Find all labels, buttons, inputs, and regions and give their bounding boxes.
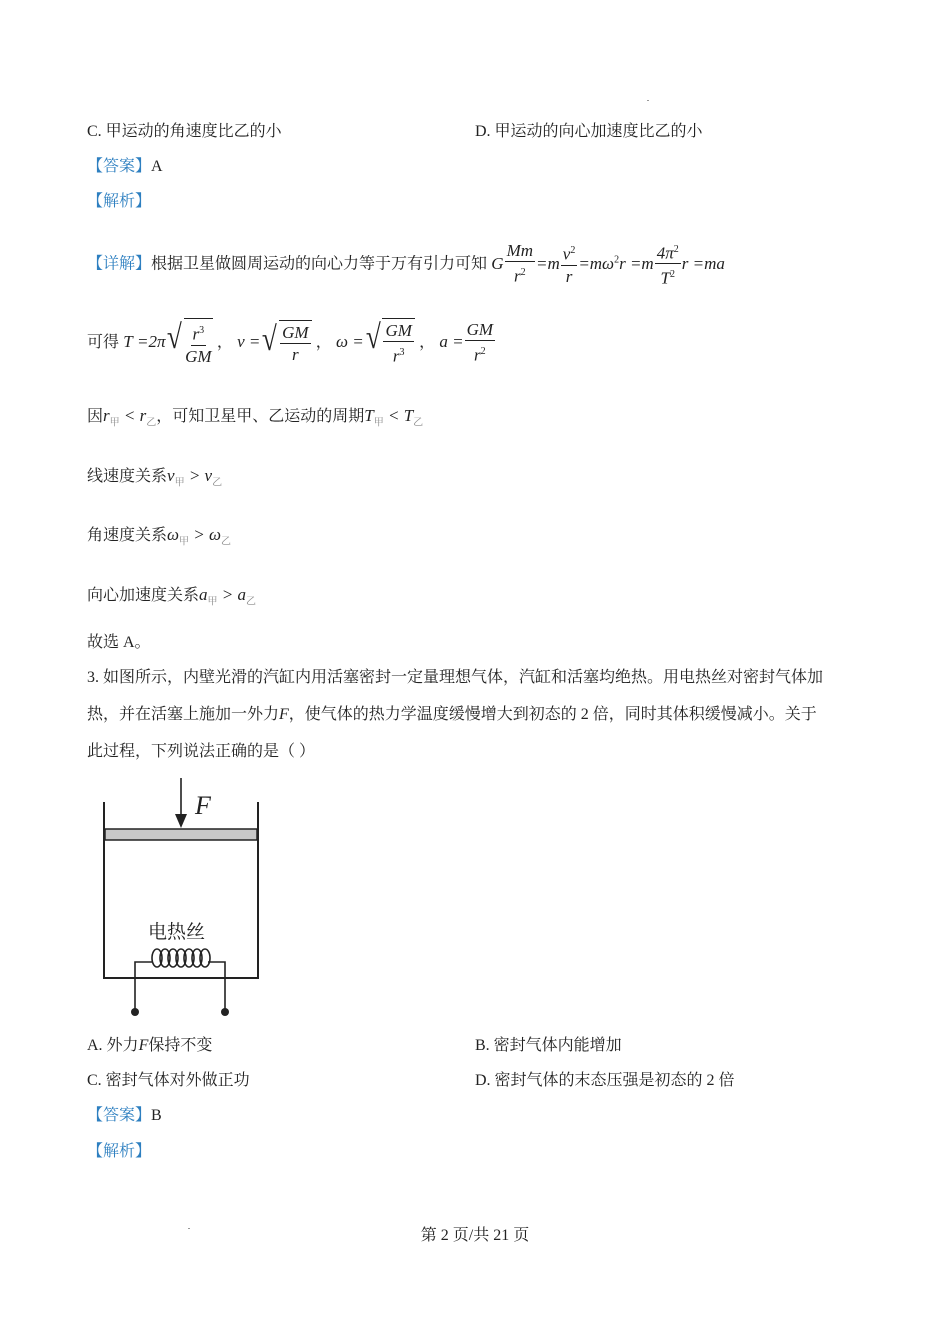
- formula-period: T =2π √ $\frac{r^3}{GM}$: [123, 319, 212, 366]
- terminal-left: [131, 1008, 139, 1016]
- q3-stem-line1: 3. 如图所示，内壁光滑的汽缸内用活塞密封一定量理想气体，汽缸和活塞均绝热。用电热丝对密封气体加: [87, 669, 824, 686]
- q3-option-c: C. 密封气体对外做正功: [87, 1072, 250, 1089]
- formula-gravitation: G $\frac{Mm}{r^2}$ =m $\frac{v^2}{r}$ $=m\omega^2r =m$ $\frac{4\pi^2}{T^2}$ r =ma: [491, 241, 725, 288]
- detail-text: 根据卫星做圆周运动的向心力等于万有引力可知: [151, 255, 488, 273]
- cylinder-figure: [95, 772, 270, 1022]
- heater-label: 电热丝: [148, 921, 206, 943]
- piston: [105, 829, 257, 840]
- q3-option-d: D. 密封气体的末态压强是初态的 2 倍: [475, 1072, 735, 1089]
- q3-option-a: A. 外力F保持不变: [87, 1037, 213, 1054]
- formula-omega: ω = √ $\frac{GM}{r^3}$: [336, 332, 415, 351]
- detail-label: 【详解】: [87, 255, 152, 273]
- q3-stem-line2: 热，并在活塞上施加一外力F，使气体的热力学温度缓慢增大到初态的 2 倍，同时其体积缓慢减小。关于: [87, 706, 817, 723]
- terminal-right: [221, 1008, 229, 1016]
- formula-accel: a = $\frac{GM}{r^2}$: [439, 319, 494, 365]
- q3-stem-line3: 此过程，下列说法正确的是（ ）: [87, 743, 316, 760]
- q3-answer: 【答案】B: [87, 1107, 162, 1124]
- formula-velocity: v = √ $\frac{GM}{r}$: [237, 332, 311, 351]
- q2-accel-relation: 向心加速度关系$a_甲 > a_乙$: [87, 585, 256, 608]
- page-footer: 第 2 页/共 21 页: [420, 1227, 530, 1244]
- q3-analysis-label: 【解析】: [87, 1143, 152, 1160]
- q2-conclusion: 故选 A。: [87, 634, 151, 651]
- scan-dot: [647, 100, 649, 101]
- q2-option-d: D. 甲运动的向心加速度比乙的小: [475, 123, 703, 140]
- heater-wire-left: [135, 962, 153, 1014]
- q2-answer: [87, 157, 163, 177]
- heater-coil: [152, 949, 210, 967]
- q2-detail-line: [87, 236, 725, 290]
- answer-label: 【答案】: [87, 158, 152, 175]
- q2-analysis-label: 【解析】: [87, 193, 152, 210]
- answer-value: A: [151, 158, 163, 175]
- q2-radius-relation: 因$r_甲 < r_乙$，可知卫星甲、乙运动的周期$T_甲 < T_乙$: [87, 406, 424, 429]
- keyi-text: 可得: [87, 334, 120, 351]
- q2-omega-relation: 角速度关系$\omega_甲 > \omega_乙$: [87, 525, 232, 548]
- force-arrow-head: [175, 814, 187, 828]
- q2-velocity-relation: 线速度关系$v_甲 > v_乙$: [87, 466, 223, 489]
- q2-derived-line: 可得 T =2π √ $\frac{r^3}{GM}$ ， v = √ $\frac{GM}{r}$ ， ω = √ $\frac{GM}{r^3}$ ， a = $\frac{GM}{r^2}$: [87, 318, 496, 368]
- heater-wire-right: [208, 962, 225, 1014]
- force-label: F: [195, 791, 211, 820]
- q3-option-b: B. 密封气体内能增加: [475, 1037, 622, 1054]
- q2-option-c: C. 甲运动的角速度比乙的小: [87, 123, 282, 140]
